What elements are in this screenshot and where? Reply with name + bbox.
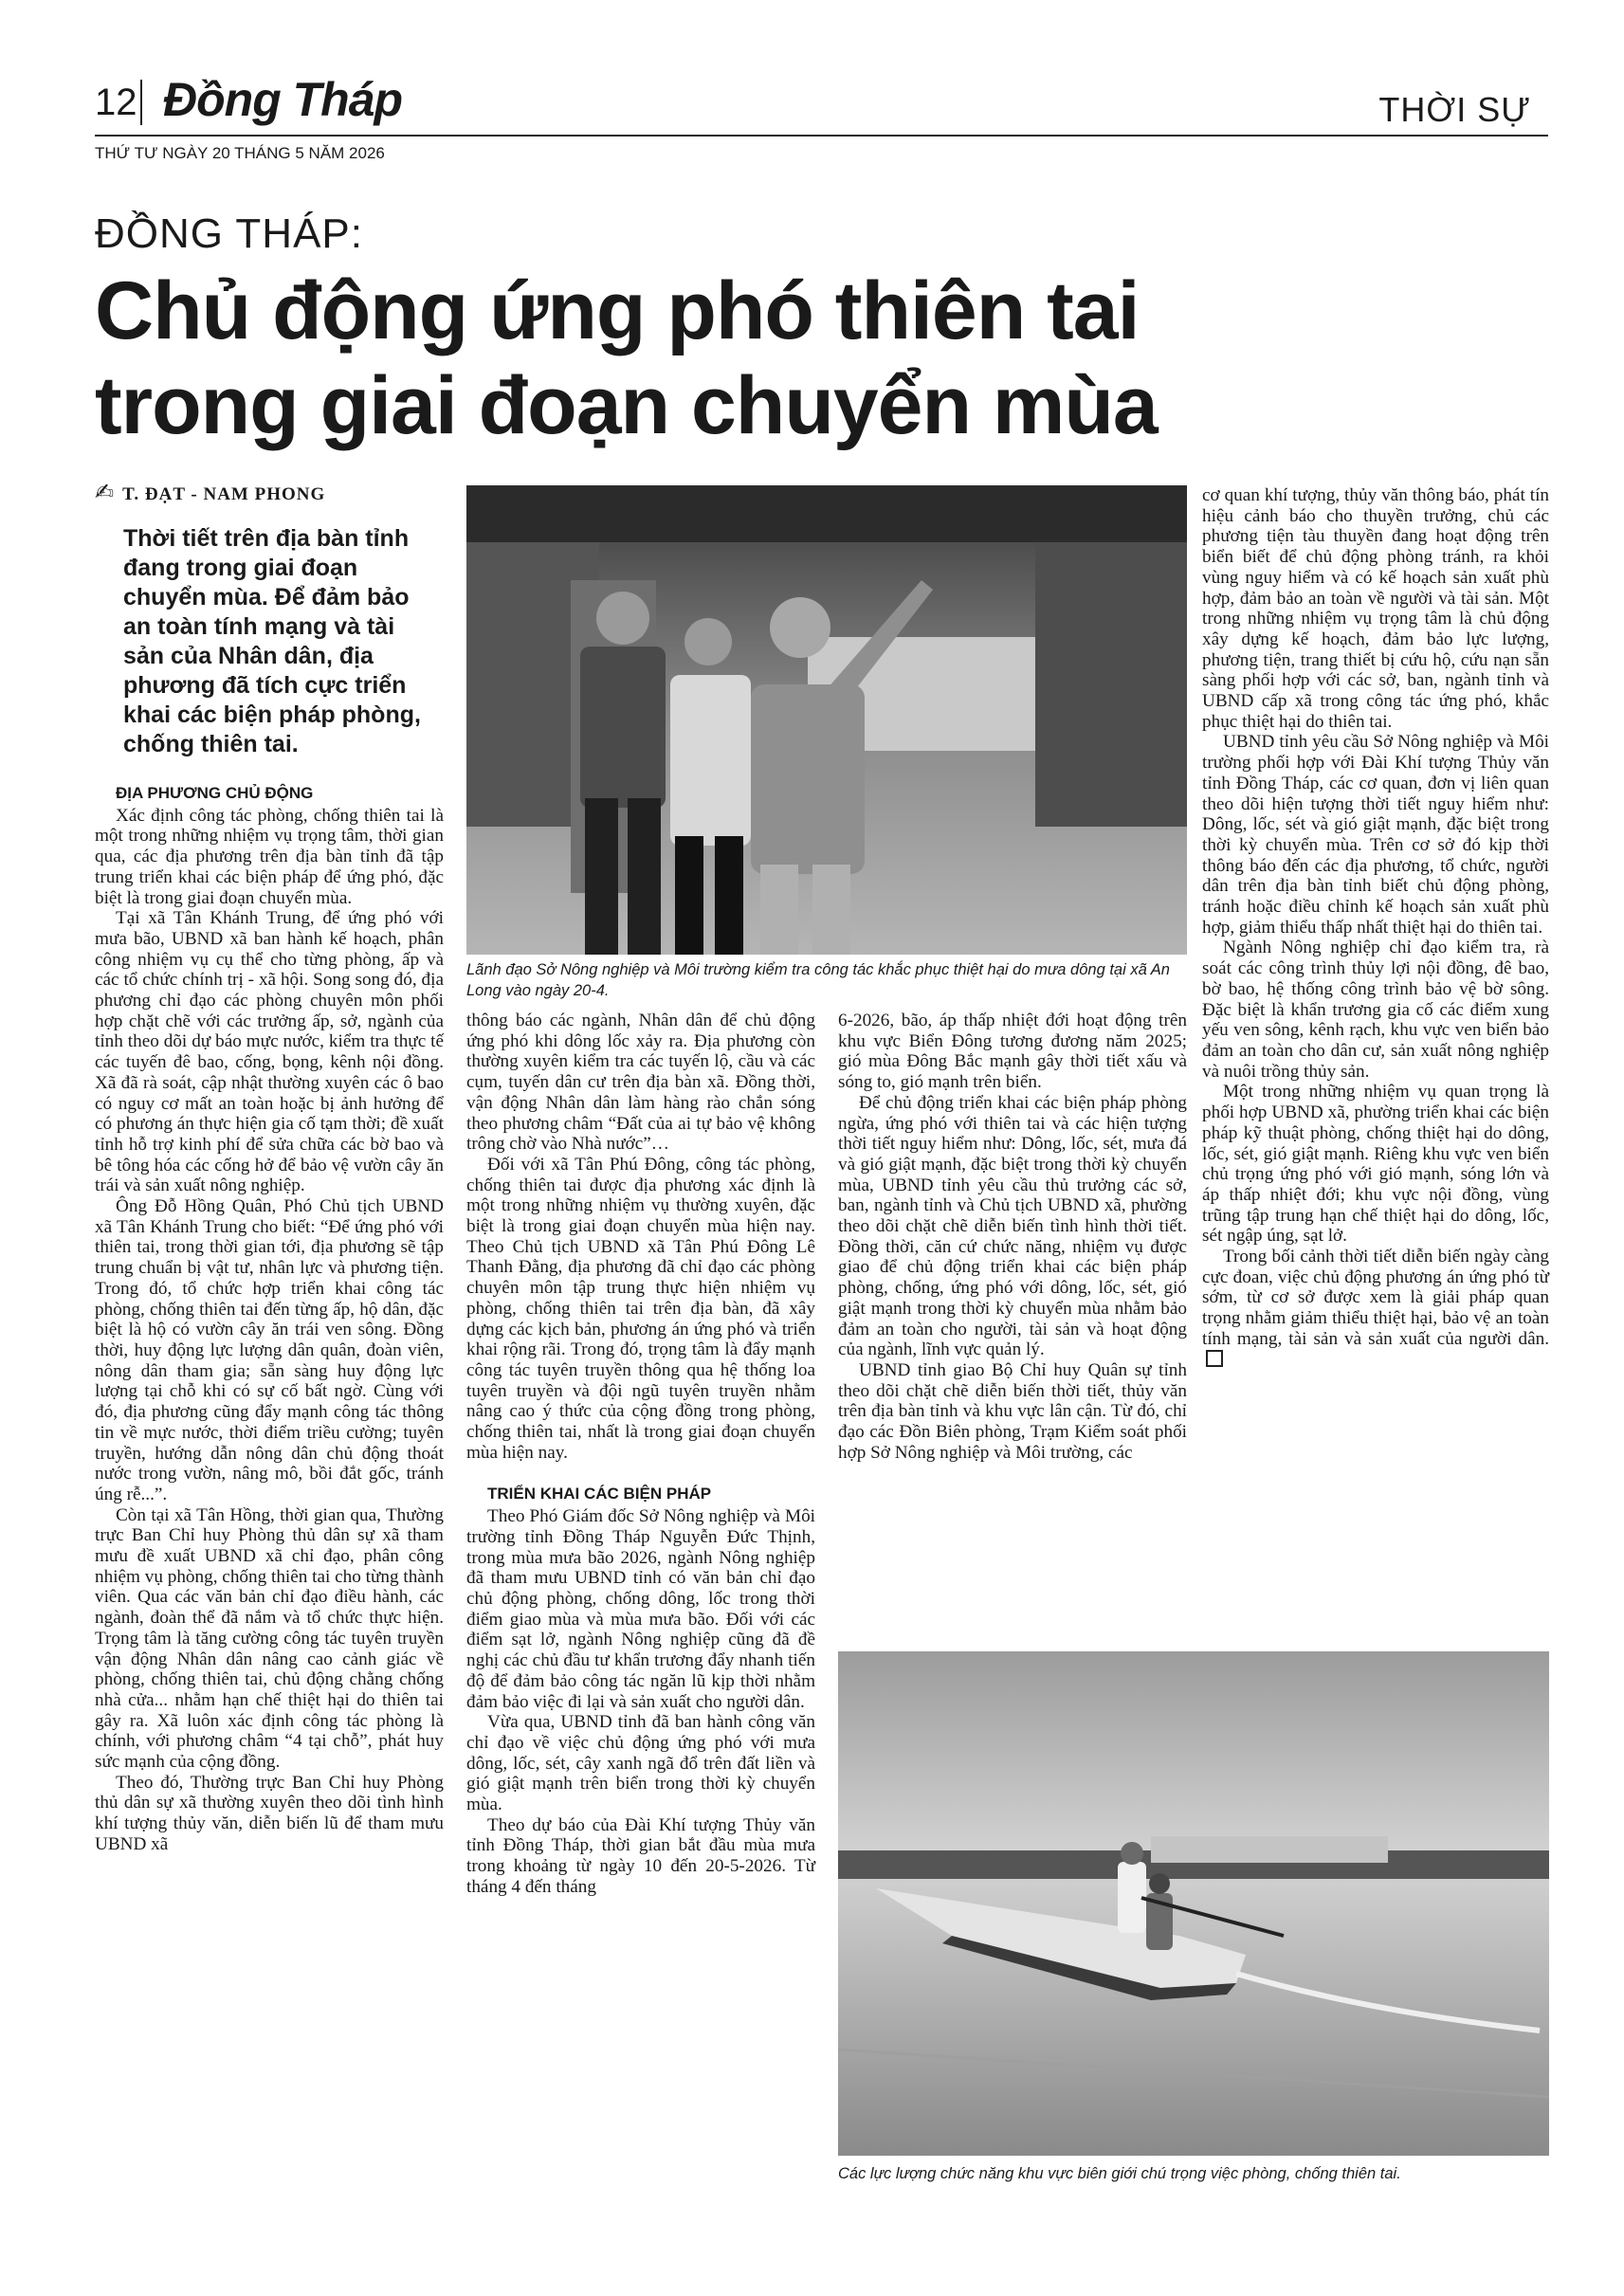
photo-inspection-image: [466, 485, 1187, 955]
paragraph: Xác định công tác phòng, chống thiên tai là một trong những nhiệm vụ trọng tâm, thời gian qua, các địa phương trên địa bàn tỉnh đã tập trung triển khai các biện pháp để ứng phó, đặc biệt là trong giai đoạn chuyển mùa.: [95, 805, 444, 908]
paragraph: cơ quan khí tượng, thủy văn thông báo, phát tín hiệu cảnh báo cho thuyền trưởng, chủ các phương tiện tàu thuyền đang hoạt động trên biển biết để chủ động phòng tránh, ra khỏi vùng nguy hiểm và có kế hoạch sản xuất phù hợp, đảm bảo an toàn về người và tài sản. Một trong những nhiệm vụ trọng tâm là chủ động xây dựng kế hoạch, đảm bảo lực lượng, phương tiện, trang thiết bị cứu hộ, cứu nạn sẵn sàng phối hợp với các sở, ban, ngành tỉnh và UBND cấp xã trong công tác ứng phó, khắc phục thiệt hại do thiên tai.: [1202, 485, 1549, 732]
pen-icon: ✍: [95, 479, 116, 505]
header-divider: [140, 80, 142, 125]
article-title: [95, 264, 1517, 453]
title-line-2: trong giai đoạn chuyển mùa: [95, 360, 1158, 451]
subheading-1: ĐỊA PHƯƠNG CHỦ ĐỘNG: [116, 784, 314, 802]
paragraph: Theo Phó Giám đốc Sở Nông nghiệp và Môi trường tỉnh Đồng Tháp Nguyễn Đức Thịnh, trong mùa mưa bão 2026, ngành Nông nghiệp đã tham mưu UBND tỉnh có văn bản chỉ đạo chủ động phòng, chống dông, lốc trong thời điểm giao mùa và mùa mưa bão. Đối với các điểm sạt lở, ngành Nông nghiệp cũng đã đề nghị các chủ đầu tư khẩn trương đẩy nhanh tiến độ để đảm bảo công tác ngăn lũ kịp thời nhằm đảm bảo việc đi lại và sản xuất cho người dân.: [466, 1506, 815, 1712]
photo-boat-image: [838, 1651, 1549, 2156]
photo-boat: [838, 1651, 1549, 2156]
article-column-2: [466, 1011, 815, 1898]
photo-boat-caption: Các lực lượng chức năng khu vực biên giới chú trọng việc phòng, chống thiên tai.: [838, 2165, 1401, 2182]
paragraph: Để chủ động triển khai các biện pháp phòng ngừa, ứng phó với thiên tai và các hiện tượng thời tiết nguy hiểm như: Dông, lốc, sét, mưa đá và gió giật mạnh, đặc biệt trong thời kỳ chuyển mùa, UBND tỉnh yêu cầu thủ trưởng các sở, ban, ngành tỉnh và Chủ tịch UBND xã, phường theo dõi chặt chẽ diễn biến tình hình thời tiết. Đồng thời, căn cứ chức năng, nhiệm vụ được giao để chủ động triển khai các biện pháp phòng, chống, ứng phó với dông, lốc, sét, gió giật mạnh trong thời kỳ chuyển mùa nhằm bảo đảm an toàn cho người, tài sản và hoạt động của ngành, lĩnh vực quản lý.: [838, 1092, 1187, 1360]
article-column-4: [1202, 485, 1549, 1371]
section-label: THỜI SỰ: [1378, 90, 1531, 129]
title-line-1: Chủ động ứng phó thiên tai: [95, 265, 1140, 356]
paragraph: thông báo các ngành, Nhân dân để chủ động ứng phó khi dông lốc xảy ra. Địa phương còn thường xuyên kiểm tra các tuyến lộ, cầu và các cụm, tuyến dân cư trên địa bàn xã. Đồng thời, vận động Nhân dân làm hàng rào chắn sóng theo phương châm “Đất của ai tự bảo vệ không trông chờ vào Nhà nước”…: [466, 1011, 815, 1155]
paragraph: Ông Đỗ Hồng Quân, Phó Chủ tịch UBND xã Tân Khánh Trung cho biết: “Để ứng phó với thiên tai, trong thời gian tới, địa phương sẽ tập trung chuẩn bị vật tư, nhân lực và phương tiện. Trong đó, tổ chức hợp triển khai công tác phòng, chống thiên tai đến từng ấp, hộ dân, đặc biệt là hộ có vườn cây ăn trái ven sông. Đồng thời, huy động lực lượng dân quân, đoàn viên, nông dân tham gia; sẵn sàng huy động lực lượng tại chỗ khi có sự cố bất ngờ. Cùng với đó, địa phương cũng đẩy mạnh công tác thông tin về mực nước, thời điểm triều cường; tuyên truyền, hướng dẫn nông dân chủ động thoát nước trong vườn, nâng mô, bồi đắt gốc, tránh úng rễ...”.: [95, 1196, 444, 1504]
header-rule: [95, 135, 1548, 137]
subheading-2: TRIỂN KHAI CÁC BIỆN PHÁP: [487, 1485, 712, 1503]
byline-authors: T. ĐẠT - NAM PHONG: [122, 484, 326, 504]
byline: [95, 479, 325, 505]
paragraph: Còn tại xã Tân Hồng, thời gian qua, Thường trực Ban Chỉ huy Phòng thủ dân sự xã tham mưu đề xuất UBND xã chỉ đạo, phân công nhiệm vụ phòng, chống thiên tai cho từng thành viên. Qua các văn bản chỉ đạo điều hành, các ngành, đoàn thể đã nắm và tổ chức thực hiện. Trọng tâm là tăng cường công tác tuyên truyền vận động Nhân dân nâng cao cảnh giác về phòng, chống thiên tai, chủ động chằng chống nhà cửa... nhằm hạn chế thiệt hại do thiên tai gây ra. Xã luôn xác định công tác phòng là chính, với phương châm “4 tại chỗ”, phát huy sức mạnh của cộng đồng.: [95, 1504, 444, 1773]
paragraph: Tại xã Tân Khánh Trung, để ứng phó với mưa bão, UBND xã ban hành kế hoạch, phân công nhiệm vụ cụ thể cho từng phòng, ấp và các tổ chức chính trị - xã hội. Song song đó, địa phương chỉ đạo các phòng chuyên môn phối hợp chặt chẽ với các trưởng ấp, sở, ngành của tỉnh theo dõi dự báo mực nước, kiểm tra thực tế các tuyến đê bao, cống, bọng, kênh nội đồng. Xã đã rà soát, cập nhật thường xuyên các ô bao có nguy cơ mất an toàn hoặc bị ảnh hưởng để có phương án thực hiện gia cố tạm thời; đề xuất tỉnh hỗ trợ kinh phí để sửa chữa các bờ bao và bê tông hóa các cống hở để bảo vệ vườn cây ăn trái và sản xuất nông nghiệp.: [95, 908, 444, 1196]
closing-text: Trong bối cảnh thời tiết diễn biến ngày càng cực đoan, việc chủ động phương án ứng phó từ sớm, từ cơ sở được xem là giải pháp quan trọng nhằm giảm thiểu thiệt hại, bảo vệ an toàn tính mạng, tài sản và sản xuất của người dân.: [1202, 1247, 1549, 1349]
paragraph: Theo đó, Thường trực Ban Chỉ huy Phòng thủ dân sự xã thường xuyên theo dõi tình hình khí tượng thủy văn, diễn biến lũ để tham mưu UBND xã: [95, 1772, 444, 1854]
article-kicker: ĐỒNG THÁP:: [95, 210, 364, 257]
paragraph: Đối với xã Tân Phú Đông, công tác phòng, chống thiên tai được địa phương xác định là một trong những nhiệm vụ thường xuyên, đặc biệt là trong giai đoạn chuyển mùa hiện nay. Theo Chủ tịch UBND xã Tân Phú Đông Lê Thanh Đằng, địa phương đã chỉ đạo các phòng chuyên môn tập trung thực hiện nhiệm vụ phòng, chống thiên tai trên địa bàn, đã xây dựng các kịch bản, phương án ứng phó và triển khai rộng rãi. Trong đó, trọng tâm là đẩy mạnh công tác tuyên truyền thông qua hệ thống loa tuyên truyền và đội ngũ tuyên truyền nhằm nâng cao ý thức của cộng đồng trong phòng, chống thiên tai, nhất là trong giai đoạn chuyển mùa hiện nay.: [466, 1154, 815, 1463]
page-number: 12: [95, 82, 137, 123]
photo-inspection-caption: Lãnh đạo Sở Nông nghiệp và Môi trường kiểm tra công tác khắc phục thiệt hại do mưa dông tại xã An Long vào ngày 20-4.: [466, 961, 1170, 999]
article-column-3: [838, 1011, 1187, 1463]
paragraph: Theo dự báo của Đài Khí tượng Thủy văn tỉnh Đồng Tháp, thời gian bắt đầu mùa mưa trong khoảng từ ngày 10 đến 20-5-2026. Từ tháng 4 đến tháng: [466, 1814, 815, 1897]
newspaper-logo: Đồng Tháp: [163, 73, 403, 126]
issue-date: THỨ TƯ NGÀY 20 THÁNG 5 NĂM 2026: [95, 144, 385, 162]
photo-inspection: [466, 485, 1187, 955]
paragraph: Một trong những nhiệm vụ quan trọng là phối hợp UBND xã, phường triển khai các biện pháp kỹ thuật phòng, chống thiệt hại do dông, lốc, sét, gió giật mạnh. Riêng khu vực ven biển chủ trọng ứng phó với gió mạnh, sóng lớn và áp thấp nhiệt đới; khu vực nội đồng, vùng trũng tập trung hạn chế thiệt hại do dông, lốc, sét ngập úng, sạt lở.: [1202, 1082, 1549, 1247]
paragraph: Vừa qua, UBND tỉnh đã ban hành công văn chỉ đạo về việc chủ động ứng phó với mưa dông, lốc, sét, cây xanh ngã đổ trên đất liền và gió giật mạnh trên biển trong thời kỳ chuyển mùa.: [466, 1712, 815, 1815]
paragraph: UBND tỉnh giao Bộ Chỉ huy Quân sự tỉnh theo dõi chặt chẽ diễn biến thời tiết, thủy văn trên địa bàn tỉnh và khu vực lân cận. Từ đó, chỉ đạo các Đồn Biên phòng, Trạm Kiểm soát phối hợp Sở Nông nghiệp và Môi trường, các: [838, 1359, 1187, 1463]
paragraph: UBND tỉnh yêu cầu Sở Nông nghiệp và Môi trường phối hợp với Đài Khí tượng Thủy văn tỉnh Đồng Tháp, các cơ quan, đơn vị liên quan theo dõi hiện tượng thời tiết nguy hiểm như: Dông, lốc, sét và gió giật mạnh, đặc biệt trong thời kỳ chuyển mùa. Trên cơ sở đó kịp thời thông báo đến các địa phương, tổ chức, người dân trên địa bàn tỉnh biết chủ động phòng, tránh hoặc điều chỉnh kế hoạch sản xuất phù hợp, giảm thiểu thấp nhất thiệt hại do thiên tai.: [1202, 732, 1549, 938]
paragraph: 6-2026, bão, áp thấp nhiệt đới hoạt động trên khu vực Biển Đông tương đương năm 2025; gió mùa Đông Bắc mạnh gây thời tiết xấu và sóng to, gió mạnh trên biển.: [838, 1011, 1187, 1093]
paragraph: Ngành Nông nghiệp chỉ đạo kiểm tra, rà soát các công trình thủy lợi nội đồng, đê bao, bờ bao, hệ thống công trình bảo vệ bờ sông. Đặc biệt là khẩn trương gia cố các điểm xung yếu ven sông, kênh rạch, khu vực ven biển bảo đảm an toàn cho dân cư, sản xuất nông nghiệp và nuôi trồng thủy sản.: [1202, 938, 1549, 1082]
article-column-1: [95, 775, 444, 1855]
article-lead: Thời tiết trên địa bàn tỉnh đang trong giai đoạn chuyển mùa. Để đảm bảo an toàn tính mạng và tài sản của Nhân dân, địa phương đã tích cực triển khai các biện pháp phòng, chống thiên tai.: [123, 525, 421, 757]
paragraph: [1202, 1247, 1549, 1371]
end-of-article-icon: [1206, 1350, 1223, 1367]
